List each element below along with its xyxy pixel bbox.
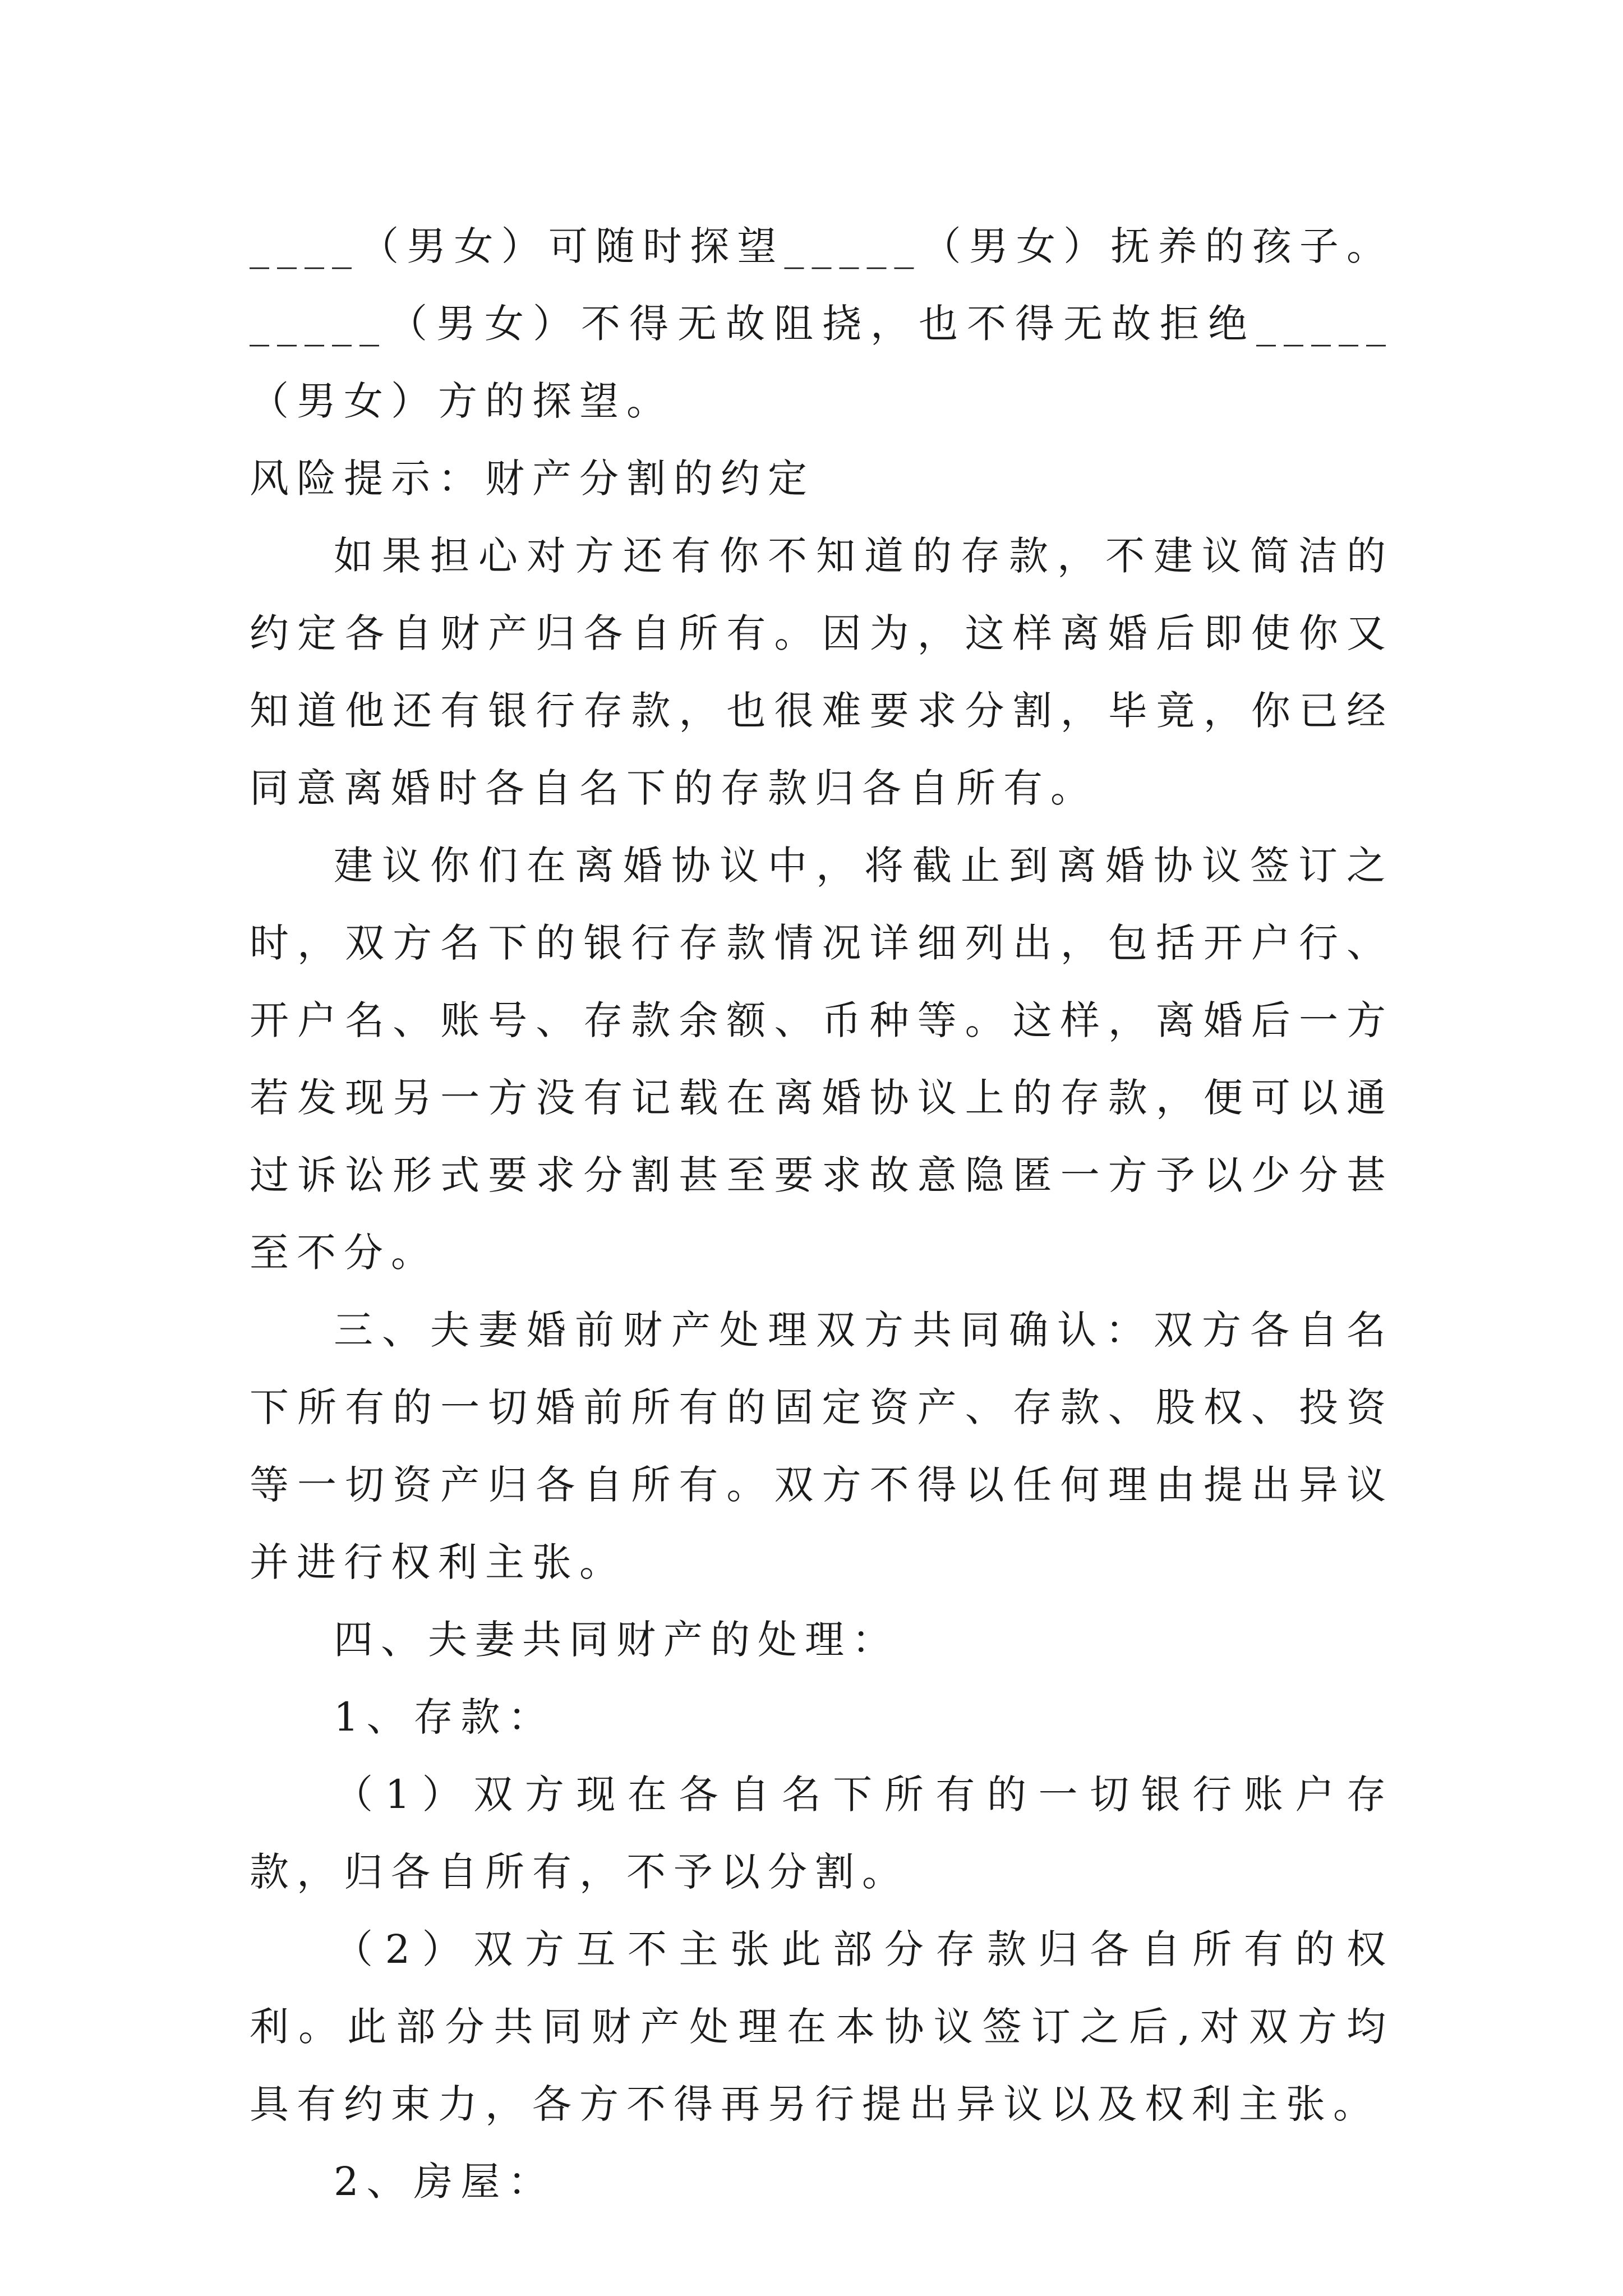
item-1-1: （1）双方现在各自名下所有的一切银行账户存款，归各自所有，不予以分割。	[250, 1772, 1394, 1895]
visitation-clause: ____（男女）可随时探望_____（男女）抚养的孩子。_____（男女）不得无故阻挠，也不得无故拒绝_____（男女）方的探望。	[250, 223, 1394, 424]
section-4-heading: 四、夫妻共同财产的处理：	[334, 1617, 899, 1663]
paragraph-savings-risk: 如果担心对方还有你不知道的存款，不建议简洁的约定各自财产归各自所有。因为，这样离婚后即使你又知道他还有银行存款，也很难要求分割，毕竟，你已经同意离婚时各自名下的存款归各自所有。	[250, 533, 1394, 811]
risk-heading: 风险提示：财产分割的约定	[250, 455, 815, 501]
item-2-housing: 2、房屋：	[334, 2159, 555, 2205]
section-3-premarital-property: 三、夫妻婚前财产处理双方共同确认：双方各自名下所有的一切婚前所有的固定资产、存款、股权、投资等一切资产归各自所有。双方不得以任何理由提出异议并进行权利主张。	[250, 1307, 1394, 1585]
item-1-2: （2）双方互不主张此部分存款归各自所有的权利。此部分共同财产处理在本协议签订之后,对双方均具有约束力，各方不得再另行提出异议以及权利主张。	[250, 1926, 1394, 2127]
document-page	[250, 208, 1394, 2220]
paragraph-advice: 建议你们在离婚协议中，将截止到离婚协议签订之时，双方名下的银行存款情况详细列出，包括开户行、开户名、账号、存款余额、币种等。这样，离婚后一方若发现另一方没有记载在离婚协议上的存款，便可以通过诉讼形式要求分割甚至要求故意隐匿一方予以少分甚至不分。	[250, 843, 1394, 1276]
item-1-savings: 1、存款：	[334, 1694, 555, 1740]
